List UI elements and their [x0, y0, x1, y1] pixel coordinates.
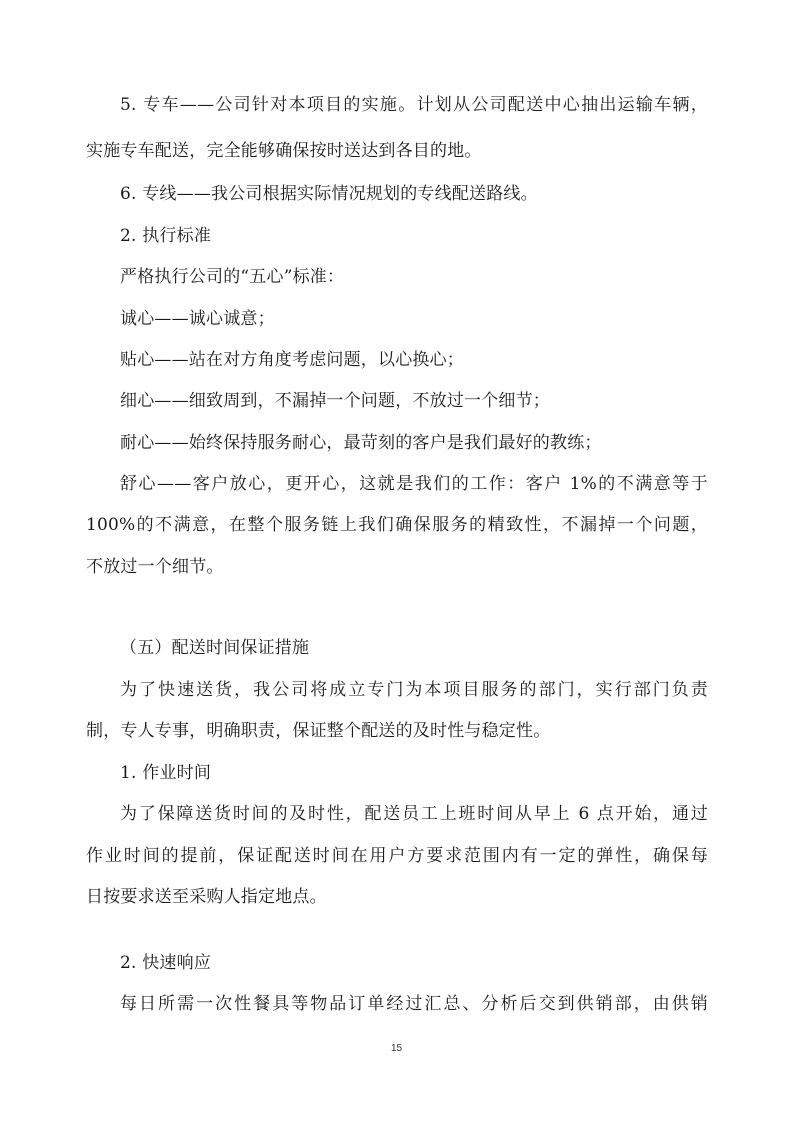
paragraph-line: 为了保障送货时间的及时性，配送员工上班时间从早上 6 点开始，通过 — [120, 804, 708, 824]
paragraph-line: 100%的不满意，在整个服务链上我们确保服务的精致性，不漏掉一个问题， — [86, 515, 708, 535]
list-item: 细心——细致周到，不漏掉一个问题，不放过一个细节； — [120, 391, 550, 411]
list-item: 贴心——站在对方角度考虑问题，以心换心； — [120, 350, 464, 370]
paragraph-line: 每日所需一次性餐具等物品订单经过汇总、分析后交到供销部，由供销 — [120, 994, 708, 1014]
section-heading: 1. 作业时间 — [120, 763, 212, 783]
list-item: 诚心——诚心诚意； — [120, 309, 275, 329]
paragraph-line: 不放过一个细节。 — [86, 557, 224, 577]
paragraph-line: 5. 专车——公司针对本项目的实施。计划从公司配送中心抽出运输车辆， — [120, 95, 708, 115]
list-item: 耐心——始终保持服务耐心，最苛刻的客户是我们最好的教练； — [120, 433, 602, 453]
list-item: 舒心——客户放心，更开心，这就是我们的工作：客户 1%的不满意等于 — [120, 474, 708, 494]
paragraph-line: 6. 专线——我公司根据实际情况规划的专线配送路线。 — [120, 184, 538, 204]
paragraph-line: 为了快速送货，我公司将成立专门为本项目服务的部门，实行部门负责 — [120, 680, 708, 700]
page-number: 15 — [390, 1043, 403, 1054]
paragraph-line: 制，专人专事，明确职责，保证整个配送的及时性与稳定性。 — [86, 721, 551, 741]
section-heading: 2. 快速响应 — [120, 953, 212, 973]
paragraph-line: 严格执行公司的“五心”标准： — [120, 267, 345, 287]
paragraph-line: 实施专车配送，完全能够确保按时送达到各目的地。 — [86, 141, 482, 161]
section-heading: （五）配送时间保证措施 — [120, 638, 310, 658]
paragraph-line: 作业时间的提前，保证配送时间在用户方要求范围内有一定的弹性，确保每 — [86, 846, 708, 866]
section-heading: 2. 执行标准 — [120, 226, 212, 246]
paragraph-line: 日按要求送至采购人指定地点。 — [86, 887, 327, 907]
